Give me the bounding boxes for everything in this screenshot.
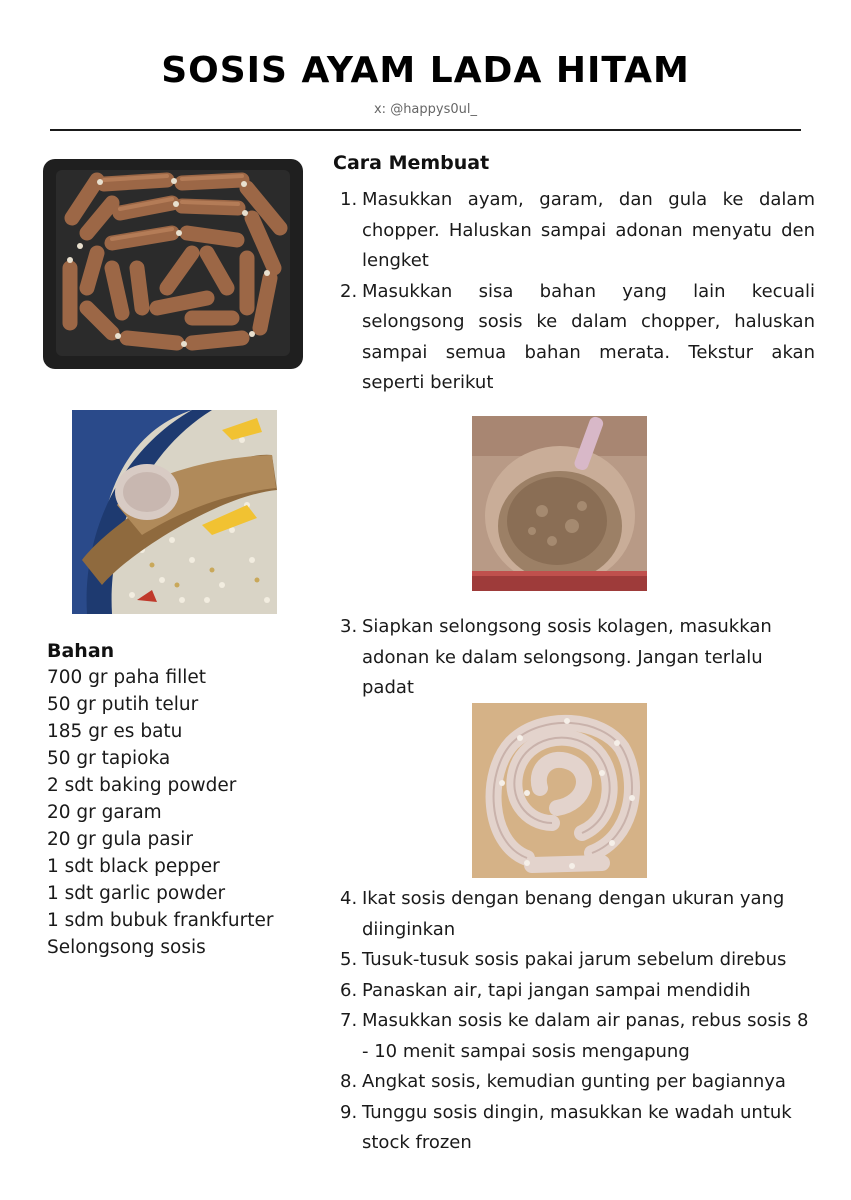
ingredient-item: 185 gr es batu <box>47 721 183 742</box>
step-text: Masukkan sosis ke dalam air panas, rebus sosis 8 - 10 menit sampai sosis mengapung <box>362 1010 809 1062</box>
method-step <box>340 612 815 704</box>
ingredient-item: 50 gr tapioka <box>47 748 171 769</box>
method-step <box>340 185 815 277</box>
ingredient-item: 1 sdm bubuk frankfurter <box>47 910 274 931</box>
step-text: Angkat sosis, kemudian gunting per bagiannya <box>362 1071 786 1092</box>
ingredient-item: 1 sdt black pepper <box>47 856 220 877</box>
step-number: 2. <box>340 280 358 302</box>
ingredients-heading: Bahan <box>47 640 115 662</box>
step-text: Tusuk-tusuk sosis pakai jarum sebelum direbus <box>362 949 787 970</box>
step-number: 3. <box>340 616 358 637</box>
method-heading: Cara Membuat <box>333 152 490 174</box>
method-step <box>340 1067 815 1098</box>
step-number: 8. <box>340 1071 358 1092</box>
method-step <box>340 277 815 399</box>
method-step <box>340 976 815 1007</box>
blended-mixture-photo <box>472 416 647 591</box>
ingredient-item: Selongsong sosis <box>47 937 206 958</box>
step-text: Tunggu sosis dingin, masukkan ke wadah untuk stock frozen <box>362 1101 792 1153</box>
sausage-fried-rice-photo <box>72 410 277 614</box>
ingredient-item: 1 sdt garlic powder <box>47 883 226 904</box>
step-number: 4. <box>340 888 358 909</box>
ingredient-item: 2 sdt baking powder <box>47 775 237 796</box>
ingredients-list <box>47 664 273 961</box>
method-step <box>340 884 815 945</box>
method-step <box>340 945 815 976</box>
title-divider <box>50 129 801 131</box>
step-text: Panaskan air, tapi jangan sampai mendidih <box>362 979 751 1001</box>
step-number: 5. <box>340 949 358 970</box>
step-number: 1. <box>340 189 358 210</box>
author-credit: x: @happys0ul_ <box>373 102 477 117</box>
recipe-title: SOSIS AYAM LADA HITAM <box>161 50 690 91</box>
method-steps-group-2 <box>340 612 815 704</box>
step-text: Ikat sosis dengan benang dengan ukuran yang diinginkan <box>362 888 785 940</box>
step-text: Masukkan sisa bahan yang lain kecuali selongsong sosis ke dalam chopper, haluskan sampai semua bahan merata. Tekstur akan seperti berikut <box>362 280 815 393</box>
ingredient-item: 700 gr paha fillet <box>47 667 207 688</box>
method-step <box>340 1098 815 1159</box>
ingredient-item: 20 gr garam <box>47 802 162 823</box>
step-number: 6. <box>340 979 358 1001</box>
step-number: 9. <box>340 1101 358 1123</box>
coiled-sausage-photo <box>472 703 647 878</box>
method-steps-group-1 <box>340 185 815 399</box>
step-text: Siapkan selongsong sosis kolagen, masukkan adonan ke dalam selongsong. Jangan terlalu padat <box>362 616 772 698</box>
method-steps-group-3 <box>340 884 815 1159</box>
step-text: Masukkan ayam, garam, dan gula ke dalam chopper. Haluskan sampai adonan menyatu den lengket <box>362 189 815 271</box>
sausage-tray-photo <box>42 158 304 370</box>
step-number: 7. <box>340 1010 358 1031</box>
ingredient-item: 50 gr putih telur <box>47 694 199 715</box>
ingredient-item: 20 gr gula pasir <box>47 829 193 850</box>
method-step <box>340 1006 815 1067</box>
